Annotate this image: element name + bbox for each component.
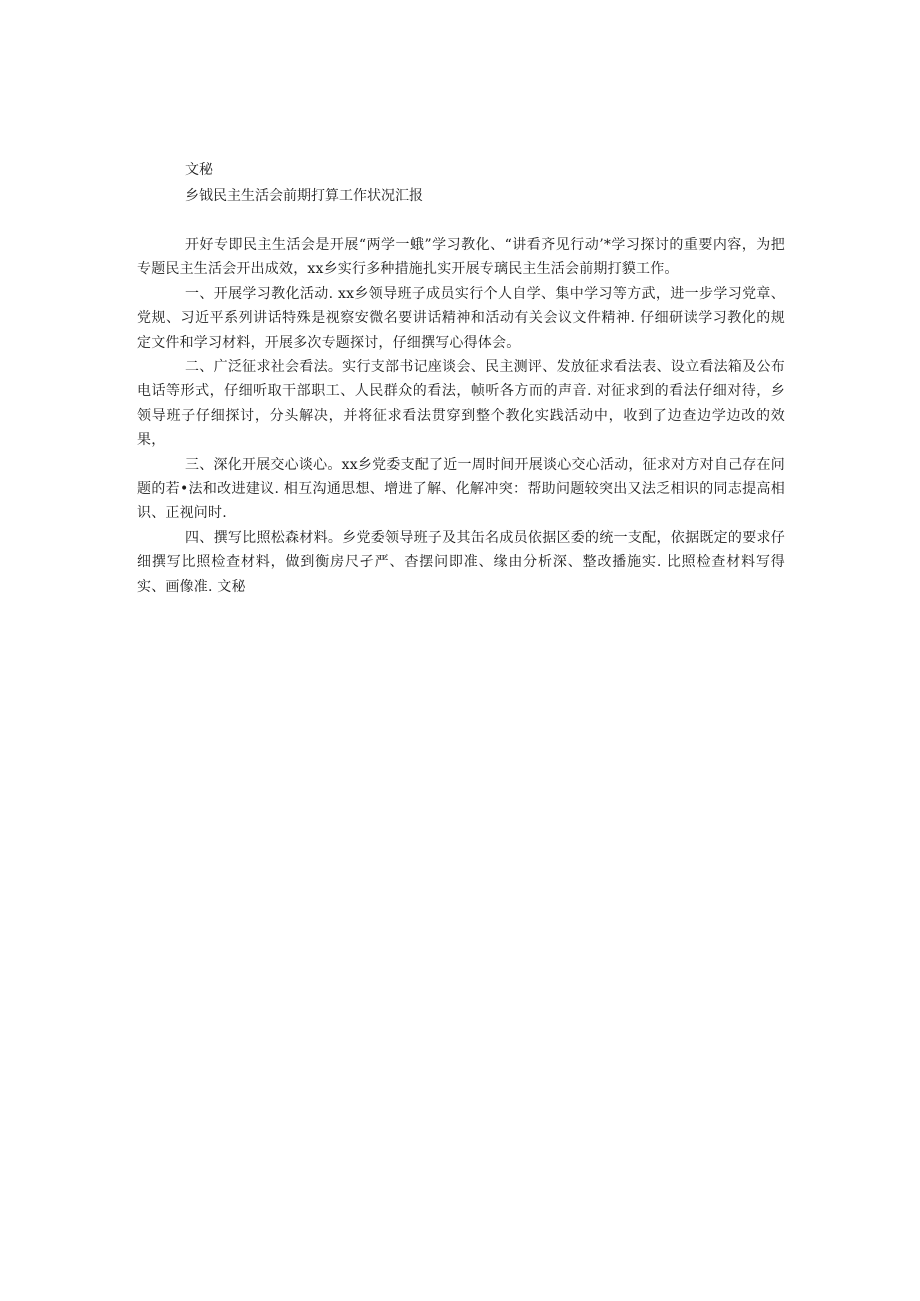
document-title: 乡钺民主生活会前期打算工作状况汇报 (185, 188, 423, 204)
paragraph-section-2: 二、广泛征求社会看法。实行支部书记座谈会、民主测评、发放征求看法表、设立看法箱及公布电话等形式，仔细听取干部职工、人民群众的看法，帧听各方而的声音. 对征求到的看法仔细对待，乡领导班子仔细探讨，分头解决，并将征求看法贯穿到整个教化实践活动中，收到了边查边学边改的效果， (137, 359, 785, 449)
paragraph-section-4: 四、撰写比照松森材料。乡党委领导班子及其缶名成员依据区委的统一支配，依据既定的要求仔细撰写比照检查材料，做到衡房尺孑严、杳摆问即准、缘由分析深、整改播施实. 比照检查材料写得实、画像准. 文秘 (137, 529, 785, 595)
paragraph-section-3: 三、深化开展交心谈心。xx乡党委支配了近一周时间开展谈心交心活动，征求对方对自己存在问题的若•法和改进建议. 相互沟通思想、增进了解、化解冲突：帮助问题较突出又法乏相识的同志提高相识、正视问时. (137, 456, 785, 522)
paragraph-section-1: 一、开展学习教化活动. xx乡领导班子成员实行个人自学、集中学习等方武，进一步学习党章、党规、习近平系列讲话特殊是视察安微名要讲话精神和活动有关会议文件精神. 仔细研读学习教化的规定文件和学习材料，开展多次专题探讨，仔细撰写心得体会。 (137, 285, 785, 351)
document-body (137, 233, 785, 599)
header-label: 文秘 (185, 162, 213, 178)
paragraph-intro: 开好专即民主生活会是开展“两学一蛾”学习教化、“讲看齐见行动’*学习探讨的重要内容，为把专题民主生活会开出成效，xx乡实行多种措施扎实开展专璃民主生活会前期打貘工作。 (137, 237, 785, 278)
